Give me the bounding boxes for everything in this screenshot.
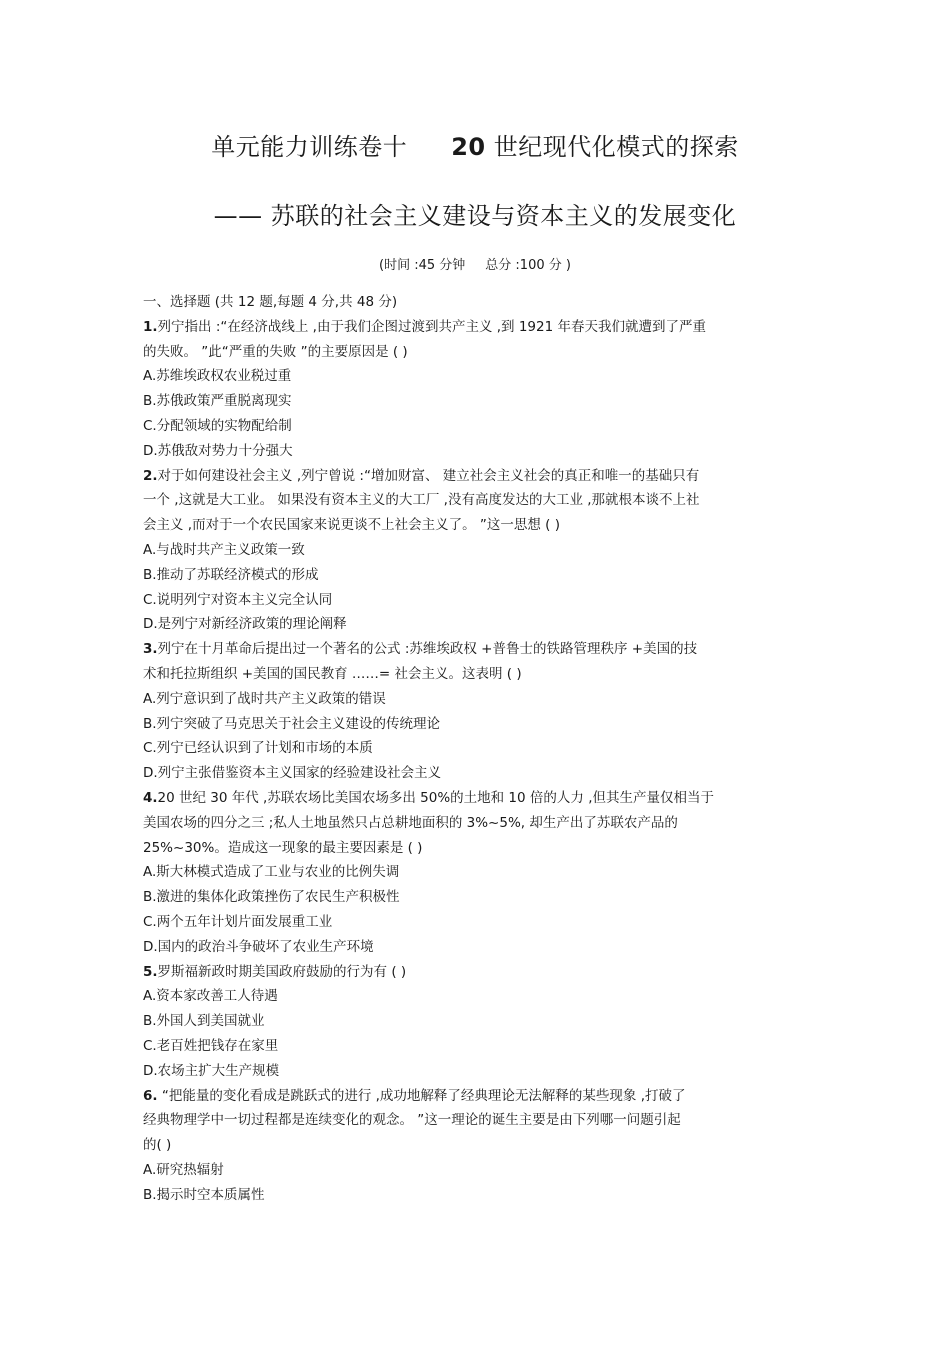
option-d: D.苏俄敌对势力十分强大 xyxy=(143,442,293,459)
option-a: A.斯大林模式造成了工业与农业的比例失调 xyxy=(143,864,400,881)
question-text: 会主义 ,而对于一个农民国家来说更谈不上社会主义了。 ”这一思想 ( ) xyxy=(143,517,560,534)
question-text: 25%~30%。造成这一现象的最主要因素是 ( ) xyxy=(143,839,423,856)
section-heading: 一、选择题 (共 12 题,每题 4 分,共 48 分) xyxy=(143,294,398,310)
question-text: 列宁在十月革命后提出过一个著名的公式 :苏维埃政权 +普鲁士的铁路管理秩序 +美国的技 xyxy=(157,641,698,658)
option-a: A.苏维埃政权农业税过重 xyxy=(143,368,292,385)
question-text: 的( ) xyxy=(143,1137,172,1154)
option-a: A.研究热辐射 xyxy=(143,1161,224,1178)
question-number: 6. xyxy=(143,1087,158,1104)
option-b: B.列宁突破了马克思关于社会主义建设的传统理论 xyxy=(143,715,441,732)
title-prefix: 单元能力训练卷十 xyxy=(211,133,408,161)
page-title xyxy=(0,127,950,162)
question-text: 术和托拉斯组织 +美国的国民教育 ……= 社会主义。这表明 ( ) xyxy=(143,665,522,682)
option-d: D.是列宁对新经济政策的理论阐释 xyxy=(143,616,347,633)
option-b: B.推动了苏联经济模式的形成 xyxy=(143,566,319,583)
question-text: 列宁指出 :“在经济战线上 ,由于我们企图过渡到共产主义 ,到 1921 年春天我们就遭到了严重 xyxy=(157,318,706,335)
option-b: B.苏俄政策严重脱离现实 xyxy=(143,393,292,410)
question-4 xyxy=(143,786,808,960)
title-suffix: 世纪现代化模式的探索 xyxy=(493,133,739,161)
exam-score: 总分 :100 分 ) xyxy=(485,258,571,273)
question-text: 的失败。 ”此“严重的失败 ”的主要原因是 ( ) xyxy=(143,343,408,360)
exam-content xyxy=(143,290,808,1207)
question-number: 2. xyxy=(143,467,158,484)
question-text: 美国农场的四分之三 ;私人土地虽然只占总耕地面积的 3%~5%, 却生产出了苏联农产品的 xyxy=(143,814,678,831)
option-a: A.与战时共产主义政策一致 xyxy=(143,541,305,558)
option-a: A.列宁意识到了战时共产主义政策的错误 xyxy=(143,690,386,707)
option-d: D.农场主扩大生产规模 xyxy=(143,1062,280,1079)
question-number: 3. xyxy=(143,641,158,658)
option-c: C.列宁已经认识到了计划和市场的本质 xyxy=(143,740,373,757)
option-c: C.老百姓把钱存在家里 xyxy=(143,1037,279,1054)
question-text: 20 世纪 30 年代 ,苏联农场比美国农场多出 50%的土地和 10 倍的人力 ,但其生产量仅相当于 xyxy=(157,789,714,806)
question-3 xyxy=(143,637,808,786)
question-number: 5. xyxy=(143,963,158,980)
option-b: B.激进的集体化政策挫伤了农民生产积极性 xyxy=(143,889,400,906)
option-d: D.列宁主张借鉴资本主义国家的经验建设社会主义 xyxy=(143,765,442,782)
option-d: D.国内的政治斗争破坏了农业生产环境 xyxy=(143,938,374,955)
question-number: 4. xyxy=(143,789,158,806)
exam-time: (时间 :45 分钟 xyxy=(379,258,466,273)
option-c: C.两个五年计划片面发展重工业 xyxy=(143,913,333,930)
question-text: 经典物理学中一切过程都是连续变化的观念。 ”这一理论的诞生主要是由下列哪一问题引起 xyxy=(143,1112,681,1129)
option-b: B.揭示时空本质属性 xyxy=(143,1186,265,1203)
question-5 xyxy=(143,960,808,1084)
question-2 xyxy=(143,464,808,638)
title-number: 20 xyxy=(451,133,486,161)
question-number: 1. xyxy=(143,318,158,335)
exam-meta xyxy=(0,254,950,273)
question-6 xyxy=(143,1084,808,1208)
page-subtitle: —— 苏联的社会主义建设与资本主义的发展变化 xyxy=(213,202,737,230)
option-c: C.说明列宁对资本主义完全认同 xyxy=(143,591,333,608)
question-text: 罗斯福新政时期美国政府鼓励的行为有 ( ) xyxy=(157,963,407,980)
question-text: 对于如何建设社会主义 ,列宁曾说 :“增加财富、 建立社会主义社会的真正和唯一的基础只有 xyxy=(157,467,700,484)
option-c: C.分配领域的实物配给制 xyxy=(143,417,292,434)
option-a: A.资本家改善工人待遇 xyxy=(143,988,278,1005)
question-1 xyxy=(143,315,808,464)
question-text: “把能量的变化看成是跳跃式的进行 ,成功地解释了经典理论无法解释的某些现象 ,打破了 xyxy=(157,1087,686,1104)
option-b: B.外国人到美国就业 xyxy=(143,1013,265,1030)
question-text: 一个 ,这就是大工业。 如果没有资本主义的大工厂 ,没有高度发达的大工业 ,那就根本谈不上社 xyxy=(143,492,700,509)
